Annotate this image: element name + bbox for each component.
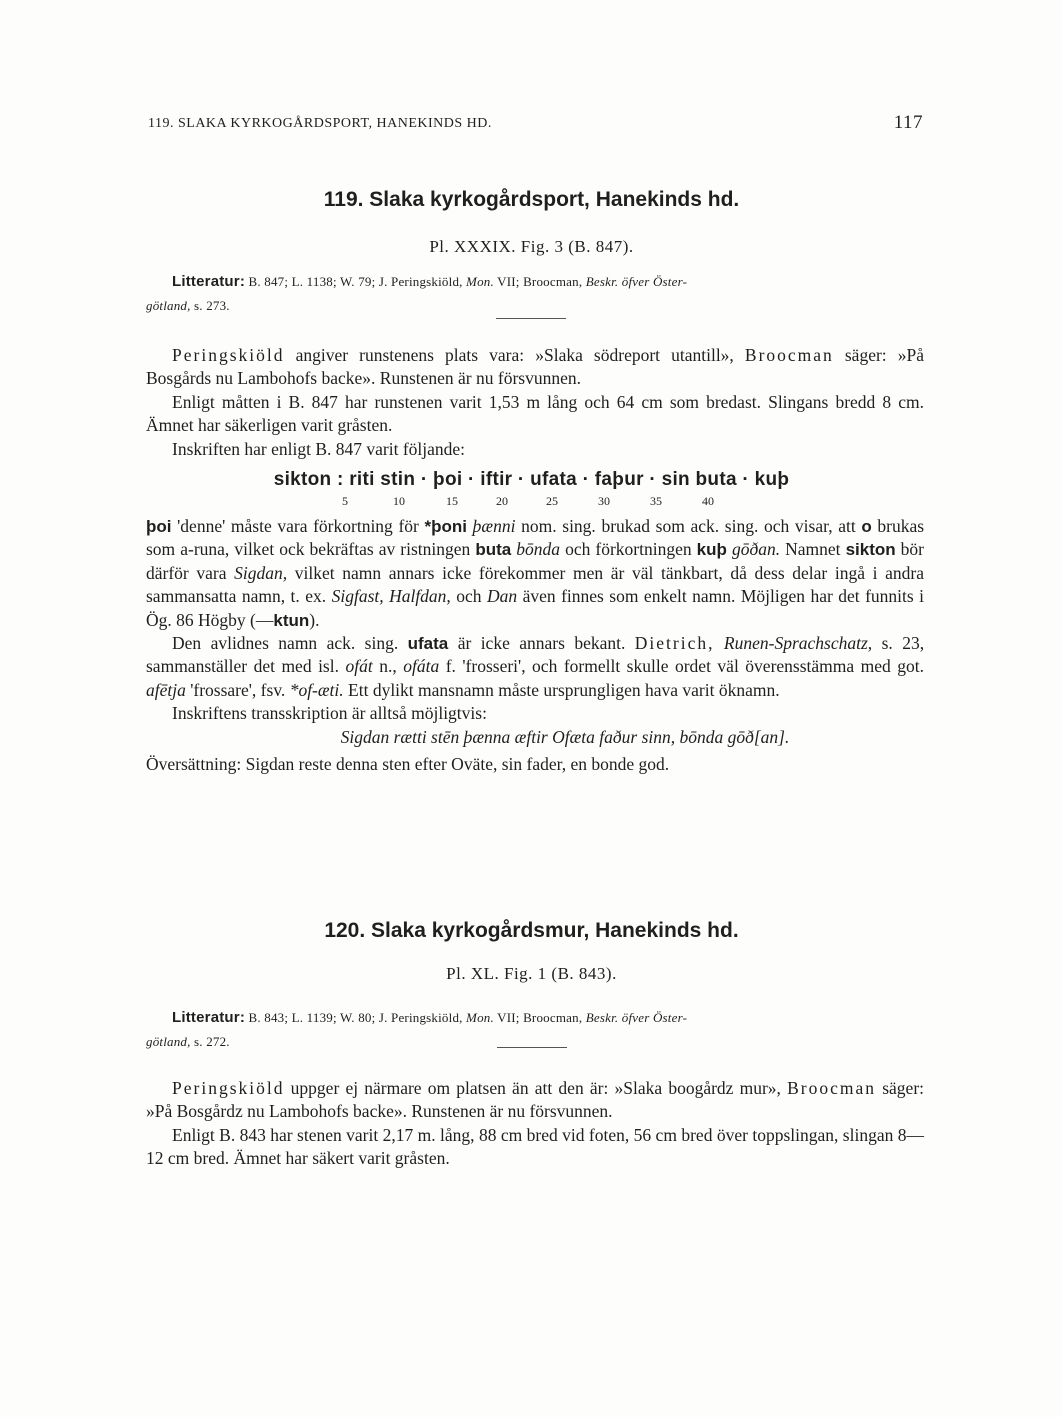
rune-number: 30 [598, 494, 610, 508]
paragraph: Inskriftens transskription är alltså möjligtvis: [172, 703, 487, 724]
rune-number: 40 [702, 494, 714, 508]
rune-number: 10 [393, 494, 405, 508]
section-119-body-bottom [146, 515, 924, 776]
rune-number: 35 [650, 494, 662, 508]
literature-label: Litteratur: [172, 273, 246, 290]
literature-text: B. 843; L. 1139; W. 80; J. Peringskiöld, [248, 1010, 463, 1025]
rune-inscription: sikton : riti stin · þoi · iftir · ufata · faþur · sin buta · kuþ [273, 469, 790, 490]
page-number: 117 [893, 112, 923, 133]
paragraph: Peringskiöld uppger ej närmare om platsen än att den är: »Slaka boogårdz mur», Broocman säger: »På Bosgårdz nu Lambohofs backe». Runstenen är nu försvunnen. [146, 1078, 925, 1122]
literature-continuation: götland, s. 272. [146, 1034, 230, 1049]
section-120-rule [497, 1047, 567, 1048]
paragraph: Enligt måtten i B. 847 har runstenen varit 1,53 m lång och 64 cm som bredast. Slingans bredd 8 cm. Ämnet har säkerligen varit gråsten. [146, 391, 924, 436]
inscription-numbering [0, 494, 1063, 510]
paragraph: Enligt B. 843 har stenen varit 2,17 m. lång, 88 cm bred vid foten, 56 cm bred över toppslingan, slingan 8—12 cm bred. Ämnet har säkert varit gråsten. [146, 1124, 924, 1169]
section-120-body [146, 1077, 924, 1171]
literature-text: B. 847; L. 1138; W. 79; J. Peringskiöld, [248, 274, 463, 289]
running-head-title: 119. SLAKA KYRKOGÅRDSPORT, HANEKINDS HD. [148, 116, 492, 131]
literature-beskr: Beskr. öfver Öster- [585, 274, 688, 289]
literature-text-2: VII; Broocman, [497, 1010, 583, 1025]
paragraph: Peringskiöld angiver runstenens plats vara: »Slaka södreport utantill», Broocman säger: »På Bosgårds nu Lambohofs backe». Runstenen är nu försvunnen. [146, 345, 924, 389]
literature-text-2: VII; Broocman, [497, 274, 583, 289]
section-119-rule [496, 318, 566, 319]
rune-number: 5 [342, 494, 348, 508]
literature-mon: Mon. [466, 274, 494, 289]
literature-mon: Mon. [466, 1010, 494, 1025]
rune-number: 15 [446, 494, 458, 508]
rune-number: 20 [496, 494, 508, 508]
section-119-literature [146, 270, 922, 318]
literature-beskr: Beskr. öfver Öster- [585, 1010, 688, 1025]
section-119-heading: 119. Slaka kyrkogårdsport, Hanekinds hd. [323, 188, 740, 211]
paragraph: Den avlidnes namn ack. sing. ufata är icke annars bekant. Dietrich, Runen-Sprachschatz, s. 23, sammanställer det med isl. ofát n., ofáta f. 'frosseri', och formellt skulle ordet väl överensstämma med got. afētja 'frossare', fsv. *of-æti. Ett dylikt mansnamn måste ursprungligen hava varit öknamn. [146, 633, 925, 700]
rune-number: 25 [546, 494, 558, 508]
literature-continuation: götland, s. 273. [146, 298, 230, 313]
section-119-body-top [146, 344, 924, 461]
transcription: Sigdan rætti stēn þænna æftir Ofæta faður sinn, bōnda gōð[an]. [340, 726, 790, 747]
section-120-plate-ref: Pl. XL. Fig. 1 (B. 843). [446, 964, 617, 983]
section-119-plate-ref: Pl. XXXIX. Fig. 3 (B. 847). [429, 237, 634, 256]
section-120-heading: 120. Slaka kyrkogårdsmur, Hanekinds hd. [324, 919, 739, 942]
translation: Översättning: Sigdan reste denna sten efter Oväte, sin fader, en bonde god. [146, 754, 670, 775]
paragraph: þoi 'denne' måste vara förkortning för *þoni þænni nom. sing. brukad som ack. sing. och visar, att o brukas som a-runa, vilket ock bekräftas av ristningen buta bōnda och förkortningen kuþ gōðan. Namnet sikton bör därför vara Sigdan, vilket namn annars icke förekommer men är väl tänkbart, då dess delar ingå i andra sammansatta namn, t. ex. Sigfast, Halfdan, och Dan även finnes som enkelt namn. Möjligen har det funnits i Ög. 86 Högby (—ktun). [146, 516, 925, 630]
literature-label: Litteratur: [172, 1009, 246, 1026]
paragraph: Inskriften har enligt B. 847 varit följande: [172, 438, 466, 459]
